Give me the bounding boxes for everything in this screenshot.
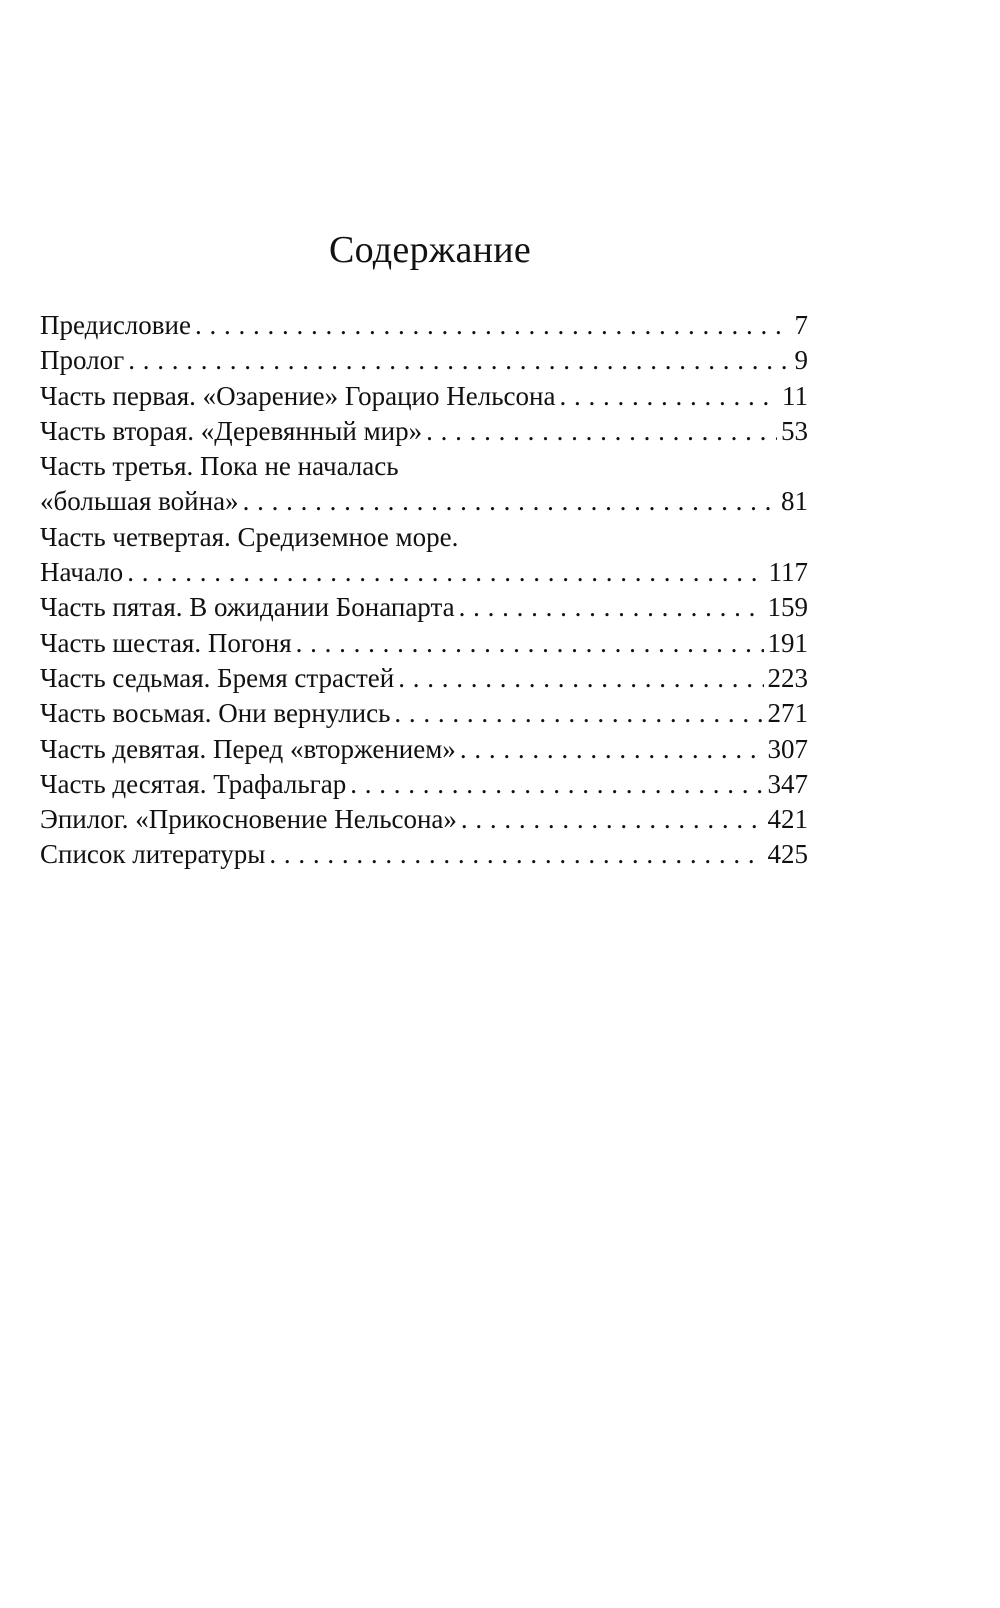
toc-entry-title: Часть седьмая. Бремя страстей	[40, 662, 395, 693]
page-title: Содержание	[328, 229, 532, 271]
dot-leader	[559, 379, 778, 414]
toc-entry	[40, 837, 808, 872]
toc-entry-title: Часть вторая. «Деревянный мир»	[40, 415, 423, 446]
toc-entry	[40, 308, 808, 343]
toc-entry	[40, 696, 808, 731]
toc-entry-title: Часть пятая. В ожидании Бонапарта	[40, 592, 455, 623]
dot-leader	[394, 696, 763, 731]
toc-entry-page: 425	[767, 839, 808, 870]
dot-leader	[269, 837, 763, 872]
toc-entry-title: Начало	[40, 557, 124, 588]
dot-leader	[461, 802, 764, 837]
toc-entry	[40, 590, 808, 625]
toc-entry-page: 9	[794, 345, 808, 376]
toc-entry-page: 271	[767, 698, 808, 729]
dot-leader	[350, 767, 763, 802]
toc-entry-title: Часть десятая. Трафальгар	[40, 768, 347, 799]
table-of-contents	[40, 308, 808, 873]
toc-entry	[40, 520, 808, 555]
toc-entry-title: Часть восьмая. Они вернулись	[40, 698, 391, 729]
toc-entry	[40, 379, 808, 414]
toc-entry	[40, 661, 808, 696]
toc-entry-page: 53	[781, 415, 808, 446]
dot-leader	[128, 343, 790, 378]
dot-leader	[243, 484, 777, 519]
toc-entry	[40, 555, 808, 590]
toc-entry-title: «большая война»	[40, 486, 239, 517]
toc-entry	[40, 414, 808, 449]
toc-entry	[40, 802, 808, 837]
toc-entry-page: 81	[781, 486, 808, 517]
toc-entry-page: 191	[767, 627, 808, 658]
toc-entry-page: 159	[767, 592, 808, 623]
toc-entry-page: 7	[794, 310, 808, 340]
toc-entry-title: Часть первая. «Озарение» Горацио Нельсона	[40, 380, 556, 411]
toc-entry-title: Список литературы	[40, 839, 266, 870]
toc-entry	[40, 626, 808, 661]
toc-entry	[40, 732, 808, 767]
toc-entry-page: 11	[782, 380, 808, 411]
dot-leader	[426, 414, 777, 449]
toc-entry-page: 347	[767, 768, 808, 799]
toc-entry	[40, 343, 808, 378]
toc-entry-page: 307	[767, 733, 808, 764]
dot-leader	[296, 626, 764, 661]
toc-entry-page: 421	[767, 804, 808, 835]
toc-entry-title: Часть шестая. Погоня	[40, 627, 292, 658]
toc-entry-title: Эпилог. «Прикосновение Нельсона»	[40, 804, 457, 835]
toc-entry-title: Часть третья. Пока не началась	[40, 451, 399, 482]
toc-entry	[40, 767, 808, 802]
toc-entry-title: Часть четвертая. Средиземное море.	[40, 521, 459, 552]
dot-leader	[398, 661, 763, 696]
toc-entry-page: 117	[768, 557, 808, 588]
toc-entry-title: Пролог	[40, 345, 125, 376]
dot-leader	[460, 732, 764, 767]
toc-entry-title: Часть девятая. Перед «вторжением»	[40, 733, 456, 764]
toc-entry-title: Предисловие	[40, 310, 191, 340]
toc-entry	[40, 449, 808, 484]
toc-entry-page: 223	[767, 662, 808, 693]
dot-leader	[195, 308, 791, 343]
dot-leader	[459, 590, 764, 625]
toc-entry	[40, 484, 808, 519]
dot-leader	[127, 555, 764, 590]
